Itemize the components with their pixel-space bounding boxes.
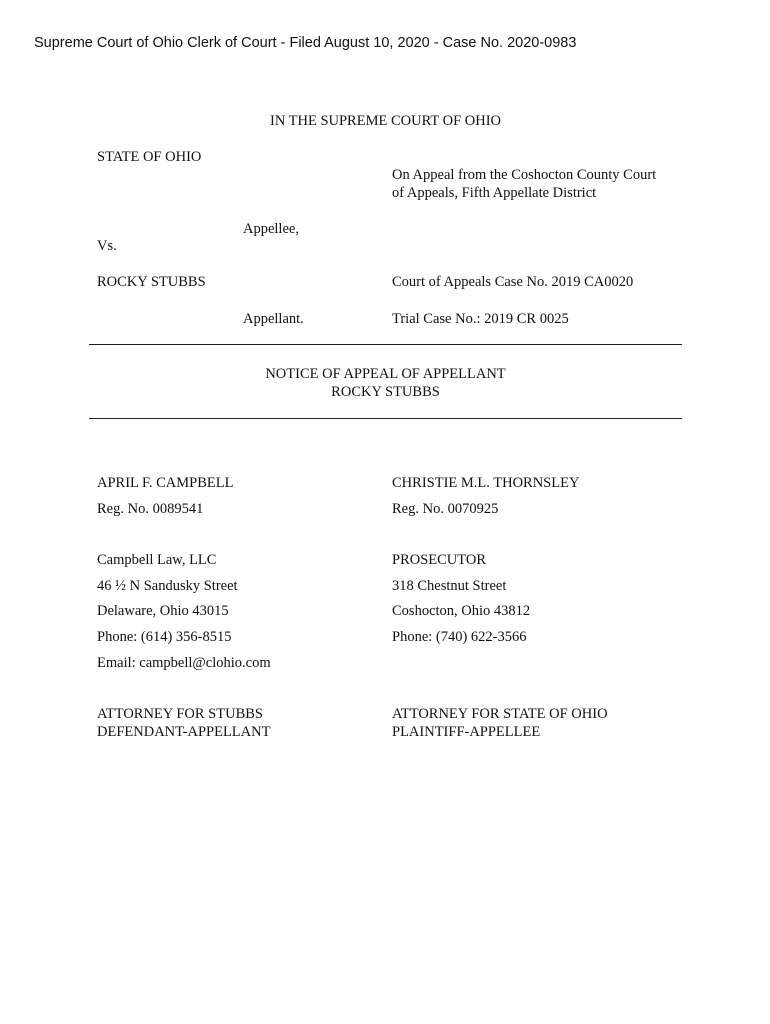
appeal-from-line1: On Appeal from the Coshocton County Court — [392, 167, 657, 183]
appellee-counsel-reg-no: Reg. No. 0070925 — [392, 501, 499, 517]
appellant-counsel-reg-no: Reg. No. 0089541 — [97, 501, 204, 517]
court-title: IN THE SUPREME COURT OF OHIO — [269, 113, 502, 129]
appellant-party: ROCKY STUBBS — [97, 274, 206, 290]
top-divider — [89, 344, 682, 345]
appellant-counsel-firm: Campbell Law, LLC — [97, 552, 217, 568]
appellee-counsel-name: CHRISTIE M.L. THORNSLEY — [392, 475, 580, 491]
appellant-counsel-city: Delaware, Ohio 43015 — [97, 603, 229, 619]
appeals-case-number: Court of Appeals Case No. 2019 CA0020 — [392, 274, 634, 290]
trial-case-number: Trial Case No.: 2019 CR 0025 — [392, 311, 569, 327]
appellee-counsel-role-line2: PLAINTIFF-APPELLEE — [392, 724, 541, 740]
appellee-party: STATE OF OHIO — [97, 149, 202, 165]
appellant-counsel-role-line1: ATTORNEY FOR STUBBS — [97, 706, 263, 722]
bottom-divider — [89, 418, 682, 419]
notice-title-line2: ROCKY STUBBS — [331, 384, 440, 400]
appellee-counsel-office: PROSECUTOR — [392, 552, 487, 568]
appellee-counsel-phone: Phone: (740) 622-3566 — [392, 629, 527, 645]
appellee-role: Appellee, — [243, 221, 299, 237]
versus-label: Vs. — [97, 238, 117, 254]
appeal-from-line2: of Appeals, Fifth Appellate District — [392, 185, 597, 201]
appellee-counsel-city: Coshocton, Ohio 43812 — [392, 603, 531, 619]
appellee-counsel-role-line1: ATTORNEY FOR STATE OF OHIO — [392, 706, 608, 722]
appellant-counsel-street: 46 ½ N Sandusky Street — [97, 578, 238, 594]
appellant-counsel-name: APRIL F. CAMPBELL — [97, 475, 234, 491]
filing-header: Supreme Court of Ohio Clerk of Court - Filed August 10, 2020 - Case No. 2020-0983 — [34, 35, 577, 51]
appellant-counsel-role-line2: DEFENDANT-APPELLANT — [97, 724, 271, 740]
appellant-counsel-email[interactable]: Email: campbell@clohio.com — [97, 655, 271, 671]
appellant-role: Appellant. — [243, 311, 304, 327]
notice-title-line1: NOTICE OF APPEAL OF APPELLANT — [265, 366, 506, 382]
appellee-counsel-street: 318 Chestnut Street — [392, 578, 507, 594]
appellant-counsel-phone: Phone: (614) 356-8515 — [97, 629, 232, 645]
